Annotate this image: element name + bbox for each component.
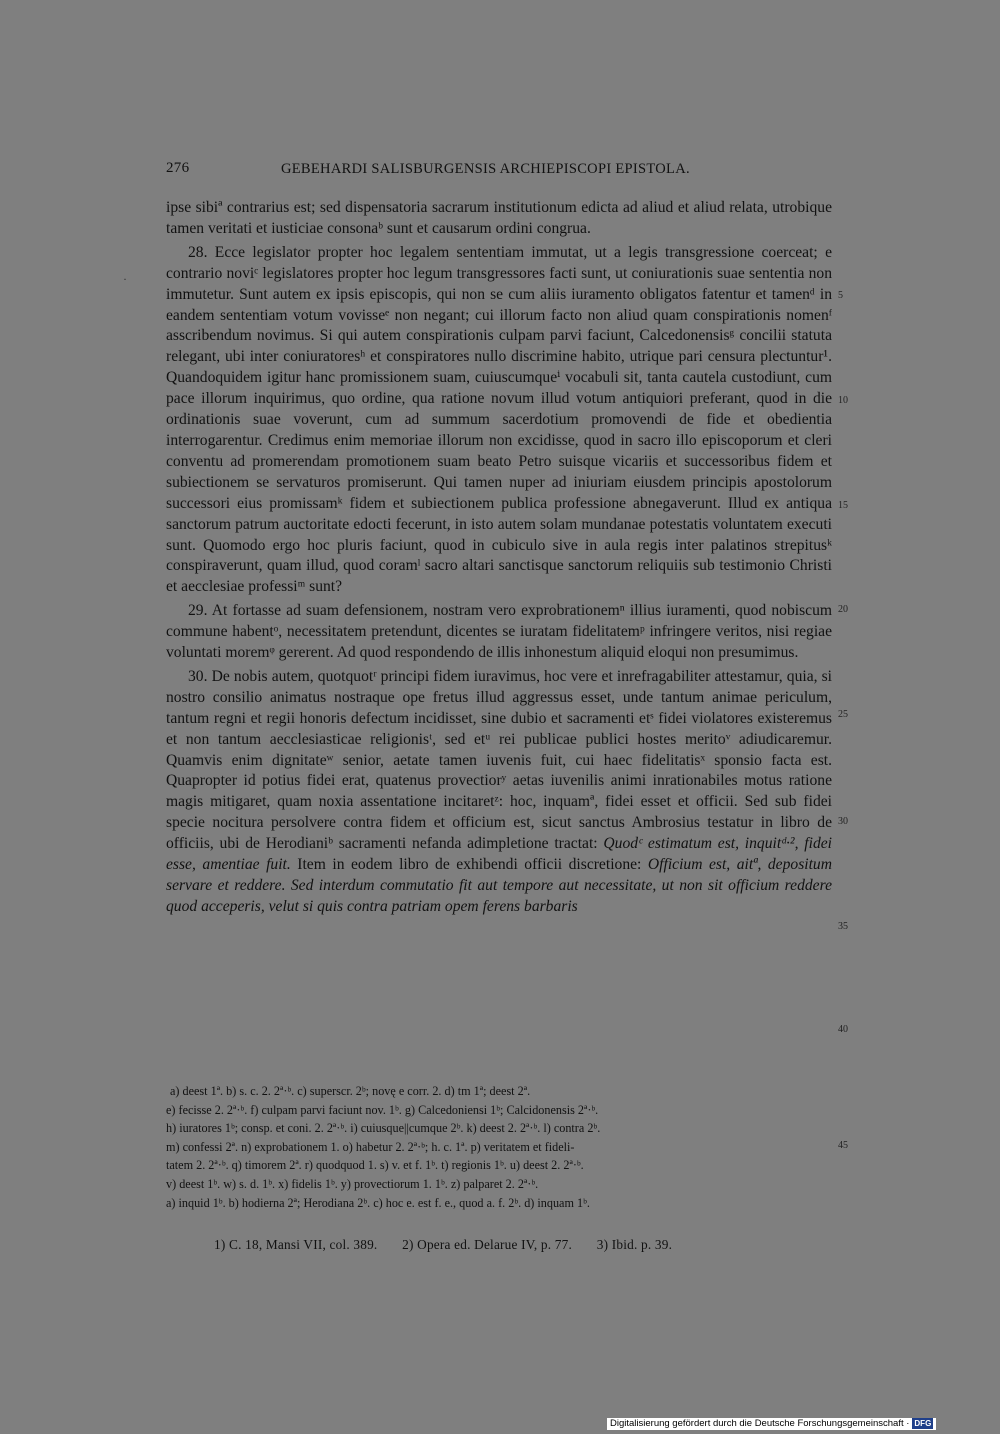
page-number: 276 (166, 160, 190, 176)
footnotes (214, 1237, 854, 1253)
line-number: 20 (838, 604, 848, 615)
margin-mark: · (123, 272, 127, 286)
dfg-logo-icon: DFG (914, 1419, 932, 1428)
paragraph-30-continuation: Item in eodem libro de exhibendi officii discretione: (290, 856, 648, 874)
paragraph-29: 29. At fortasse ad suam defensionem, nostram vero exprobrationemⁿ illius iuramenti, quod nobiscum commune habentᵒ, necessitatem pretendunt, dicentes se iuratam fidelitatemᵖ infringere veritos, nisi regiae voluntati moremᵠ gererent. Ad quod respondendo de illis inhonestum aliquid eloqui non presumimus. (166, 602, 832, 662)
apparatus-line: a) inquid 1ᵇ. b) hodierna 2ª; Herodiana 2ᵇ. c) hoc e. est f. e., quod a. f. 2ᵇ. d) inquam 1ᵇ. (166, 1195, 590, 1210)
paragraph-30-text: 30. De nobis autem, quotquotʳ principi fidem iuravimus, hoc vere et inrefragabiliter attestamur, quia, si nostro consilio animatus nostraque ope fretus illud aggressus esset, unde tantum animae periculum, tantum regni et regii honoris defectum incidisset, sine dubio et sacramenti etˢ fidei violatores existeremus et non tantum aecclesiasticae religionisᵗ, sed etᵘ rei publicae publici hostes meritoᵛ adiudicaremur. Quamvis enim dignitateʷ senior, aetate tamen iuvenis fuit, cui haec fidelitatisˣ sponsio facta est. Quapropter id potius fidei erat, quatenus provectiorʸ aetas iuvenilis animi inrationabiles motus ratione magis mitigaret, quam noxia assentatione incitaretᶻ: hoc, inquamª, fidei esset et officii. Sed sub fidei specie nocitura persolvere contra fidem et officium est, sicut sanctus Ambrosius testatur in libro de officiis, ubi de Herodianiᵇ sacramenti nefanda adimpletione tractat: (166, 667, 832, 853)
line-number: 45 (838, 1140, 848, 1151)
apparatus-line: v) deest 1ᵇ. w) s. d. 1ᵇ. x) fidelis 1ᵇ. y) provectiorum 1. 1ᵇ. z) palparet 2. 2ª·ᵇ. (166, 1176, 539, 1191)
main-text (166, 198, 832, 918)
line-number: 10 (838, 395, 848, 406)
quotation-2: Officium est, aitª, depositum servare et reddere. Sed interdum commutatio fit aut tempore aut necessitate, ut non sit officium reddere quod acceperis, velut si quis contra patriam opem ferens barbaris (166, 856, 832, 915)
banner-text: Digitalisierung gefördert durch die Deutsche Forschungsgemeinschaft · (610, 1418, 910, 1429)
critical-apparatus (166, 1082, 832, 1212)
apparatus-line: h) iuratores 1ᵇ; consp. et coni. 2. 2ª·ᵇ. i) cuiusque||cumque 2ᵇ. k) deest 2. 2ª·ᵇ. l) contra 2ᵇ. (166, 1121, 601, 1136)
apparatus-line: e) fecisse 2. 2ª·ᵇ. f) culpam parvi faciunt nov. 1ᵇ. g) Calcedoniensi 1ᵇ; Calcidonensis 2ª·ᵇ. (166, 1102, 599, 1117)
running-title: GEBEHARDI SALISBURGENSIS ARCHIEPISCOPI EPISTOLA. (281, 161, 690, 177)
line-number: 30 (838, 816, 848, 827)
line-number: 15 (838, 500, 848, 511)
line-number: 25 (838, 709, 848, 720)
apparatus-line: tatem 2. 2ª·ᵇ. q) timorem 2ª. r) quodquod 1. s) v. et f. 1ᵇ. t) regionis 1ᵇ. u) deest 2. 2ª·ᵇ. (166, 1158, 584, 1173)
footnote-3: 3) Ibid. p. 39. (596, 1237, 673, 1252)
quotation-1: Quodᶜ estimatum est, inquitᵈ·², fidei esse, amentiae fuit. (166, 835, 832, 874)
paragraph-30 (166, 667, 832, 918)
line-number: 35 (838, 921, 848, 932)
line-number: 5 (838, 290, 843, 301)
paragraph-28: 28. Ecce legislator propter hoc legalem sententiam immutat, ut a legis transgressione coerceat; e contrario noviᶜ legislatores propter hoc legum transgressores facti sunt, ut coniurationis suae sententia non immutetur. Sunt autem ex ipsis episcopis, qui non se cum aliis iuramento obligatos fatentur et tamenᵈ in eandem sententiam votum vovisseᵉ non negant; cui illorum facto non aliud quam conspirationis nomenᶠ asscribendum novimus. Si qui autem conspirationis culpam parvi faciunt, Calcedonensisᵍ concilii statuta relegant, ubi inter coniuratoresʰ et conspiratores nullo discrimine habito, utrique pari censura plectuntur¹. Quandoquidem igitur hanc promissionem suam, cuiuscumqueⁱ vocabuli sit, tanta cautela custodiunt, cum pace illorum inquirimus, quo ordine, qua ratione novum illud votum antiquiori preferant, quod in die ordinationis suae voverunt, cum ad summum sacerdotium promovendi de fide et obedientia interrogarentur. Credimus enim memoriae illorum non excidisse, quod in sacro illo episcoporum et cleri conventu ad promerendam promotionem suam beato Petro suisque vicariis et successoribus fidem et subiectionem se servaturos promiserunt. Qui tamen nuper ad iniuriam eiusdem principis apostolorum successori eius promissamᵏ fidem et subiectionem publica professione abnegaverunt. Illud ex antiqua sanctorum patrum auctoritate edocti fecerunt, in isto autem solam mundanae potestatis voluntatem executi sunt. Quomodo ergo hoc pluris faciunt, quod in cubiculo sive in aula regis inter palatinos strepitusᵏ conspiraverunt, quam illud, quod coramˡ sacro altari sanctisque sanctorum reliquiis sub testimonio Christi et aecclesiae professiᵐ sunt? (166, 243, 832, 596)
apparatus-line: m) confessi 2ª. n) exprobationem 1. o) habetur 2. 2ª·ᵇ; h. c. 1ª. p) veritatem et fideli- (166, 1139, 575, 1154)
apparatus-line: a) deest 1ª. b) s. c. 2. 2ª·ᵇ. c) superscr. 2ᵇ; novę e corr. 2. d) tm 1ª; deest 2ª. (170, 1084, 531, 1098)
footnote-2: 2) Opera ed. Delarue IV, p. 77. (402, 1237, 573, 1252)
line-number: 40 (838, 1024, 848, 1035)
paragraph-continuation: ipse sibiª contrarius est; sed dispensatoria sacrarum institutionum edicta ad aliud et aliud relata, utrobique tamen veritati et iusticiae consonaᵇ sunt et causarum ordini congrua. (166, 199, 832, 237)
footnote-1: 1) C. 18, Mansi VII, col. 389. (214, 1237, 378, 1252)
dfg-banner (607, 1418, 936, 1430)
